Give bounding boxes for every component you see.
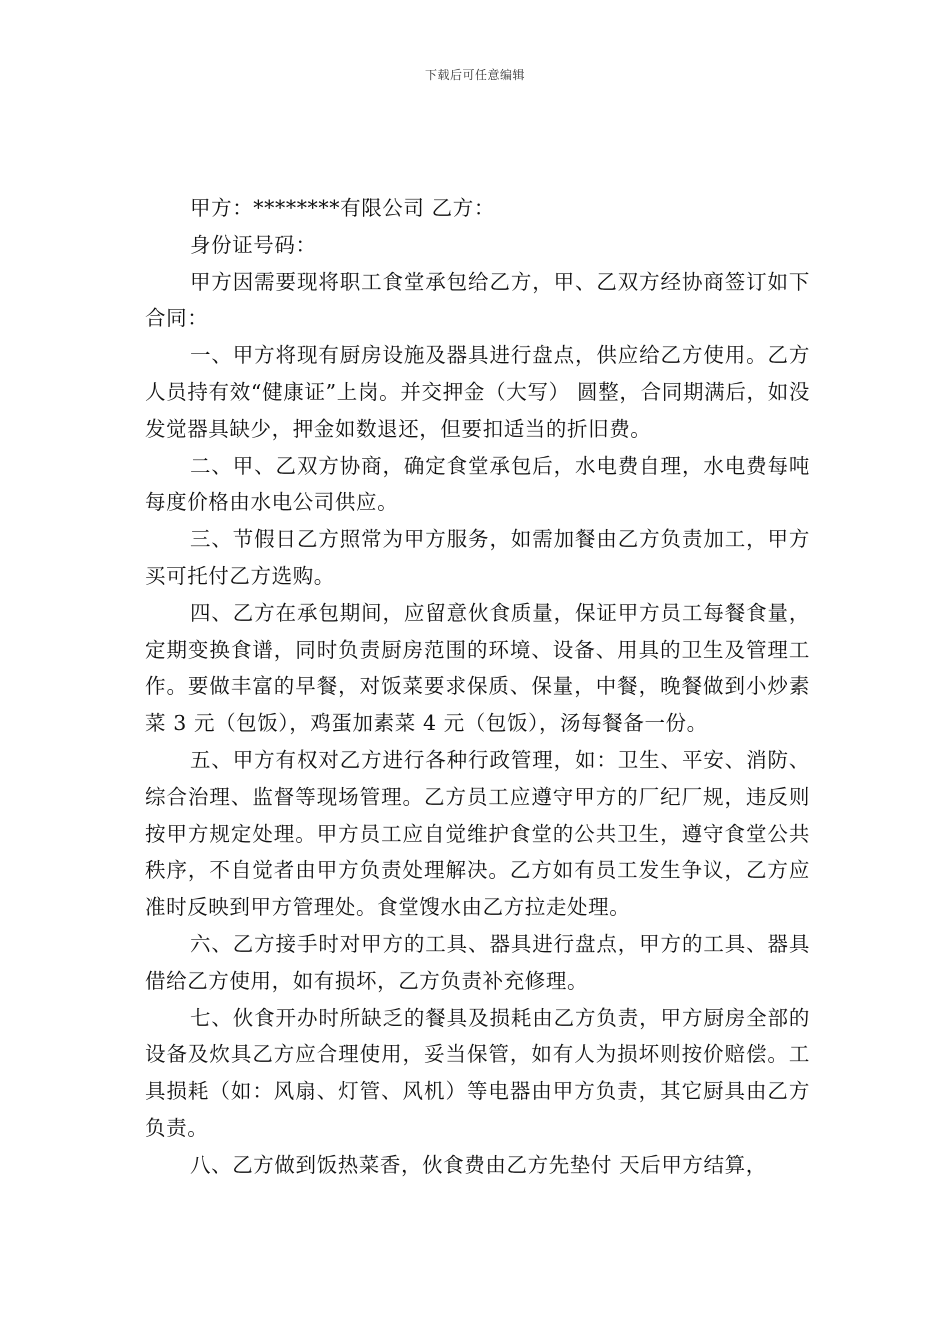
contract-body: [145, 190, 810, 1184]
clause-2: 二、甲、乙双方协商，确定食堂承包后，水电费自理，水电费每吨每度价格由水电公司供应。: [145, 453, 810, 515]
clause-1: 一、甲方将现有厨房设施及器具进行盘点，供应给乙方使用。乙方人员持有效“健康证”上岗。并交押金（大写） 圆整，合同期满后，如没发觉器具缺少，押金如数退还，但要扣适当的折旧费。: [145, 343, 810, 441]
page-header-note: 下载后可任意编辑: [424, 68, 525, 82]
party-line: 甲方：********有限公司 乙方：: [190, 196, 495, 220]
preamble-paragraph: 甲方因需要现将职工食堂承包给乙方，甲、乙双方经协商签订如下合同：: [145, 269, 810, 331]
id-number-line: 身份证号码：: [190, 232, 317, 257]
clause-4: 四、乙方在承包期间，应留意伙食质量，保证甲方员工每餐食量，定期变换食谱，同时负责厨房范围的环境、设备、用具的卫生及管理工作。要做丰富的早餐，对饭菜要求保质、保量，中餐，晚餐做到小炒素菜 3 元（包饭），鸡蛋加素菜 4 元（包饭），汤每餐备一份。: [145, 600, 810, 736]
clause-5: 五、甲方有权对乙方进行各种行政管理，如：卫生、平安、消防、综合治理、监督等现场管理。乙方员工应遵守甲方的厂纪厂规，违反则按甲方规定处理。甲方员工应自觉维护食堂的公共卫生，遵守食堂公共秩序，不自觉者由甲方负责处理解决。乙方如有员工发生争议，乙方应准时反映到甲方管理处。食堂馊水由乙方拉走处理。: [145, 747, 810, 920]
clause-8: 八、乙方做到饭热菜香，伙食费由乙方先垫付 天后甲方结算，: [190, 1152, 767, 1177]
clause-7: 七、伙食开办时所缺乏的餐具及损耗由乙方负责，甲方厨房全部的设备及炊具乙方应合理使用，妥当保管，如有人为损坏则按价赔偿。工具损耗（如：风扇、灯管、风机）等电器由甲方负责，其它厨具由乙方负责。: [145, 1005, 810, 1140]
clause-6: 六、乙方接手时对甲方的工具、器具进行盘点，甲方的工具、器具借给乙方使用，如有损坏，乙方负责补充修理。: [145, 931, 810, 993]
clause-3: 三、节假日乙方照常为甲方服务，如需加餐由乙方负责加工，甲方买可托付乙方选购。: [145, 527, 810, 588]
